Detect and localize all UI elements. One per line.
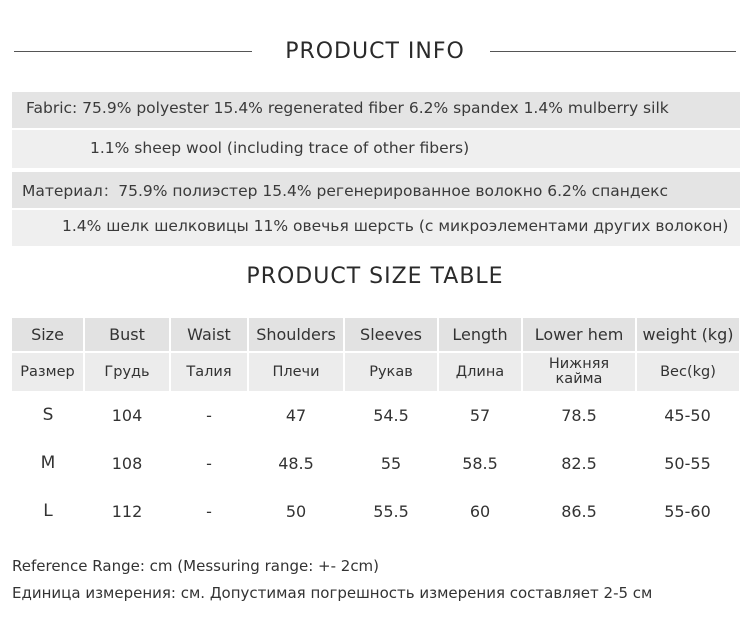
table-cell: 57 — [469, 405, 491, 425]
table-cell: - — [206, 453, 212, 473]
col-header: Lower hem — [522, 318, 636, 352]
table-cell: M — [40, 453, 56, 473]
col-header: Size — [12, 318, 84, 352]
table-cell: 45-50 — [664, 405, 711, 425]
col-header-ru: Плечи — [248, 352, 344, 391]
fabric-line-2-text: 1.1% sheep wool (including trace of other fibers) — [90, 139, 470, 157]
table-cell: 112 — [111, 501, 143, 521]
col-header: Sleeves — [344, 318, 438, 352]
col-header: Waist — [170, 318, 248, 352]
table-cell: 78.5 — [561, 405, 597, 425]
fabric-line-1-text: Fabric: 75.9% polyester 15.4% regenerated fiber 6.2% spandex 1.4% mulberry silk — [26, 99, 669, 117]
table-cell: 86.5 — [561, 501, 597, 521]
table-cell: 55-60 — [664, 501, 711, 521]
col-header-ru: Вес(kg) — [636, 352, 739, 391]
col-header-ru: Грудь — [84, 352, 170, 391]
material-line-2 — [12, 210, 740, 246]
material-line-1-text: Материал：75.9% полиэстер 15.4% регенерированное волокно 6.2% спандекс — [22, 182, 668, 200]
size-table — [12, 318, 739, 535]
col-header-ru: Рукав — [344, 352, 438, 391]
reference-range-note: Reference Range: cm (Messuring range: +- 2cm) — [12, 557, 380, 575]
header-row-ru — [12, 352, 739, 391]
table-cell: - — [206, 405, 212, 425]
heading-rule-right — [490, 51, 736, 52]
table-cell: 104 — [111, 405, 143, 425]
header-row-en — [12, 318, 739, 352]
col-header-ru: Размер — [12, 352, 84, 391]
table-cell: 58.5 — [462, 453, 498, 473]
table-cell: 50 — [285, 501, 307, 521]
table-cell: 108 — [111, 453, 143, 473]
table-cell: 50-55 — [664, 453, 711, 473]
col-header: Bust — [84, 318, 170, 352]
table-cell: 54.5 — [373, 405, 409, 425]
table-cell: 60 — [469, 501, 491, 521]
fabric-line-2 — [12, 130, 740, 168]
table-cell: - — [206, 501, 212, 521]
product-info-title: PRODUCT INFO — [285, 39, 465, 64]
table-cell: 47 — [285, 405, 307, 425]
material-line-1 — [12, 172, 740, 208]
table-cell: S — [42, 405, 54, 425]
col-header: Shoulders — [248, 318, 344, 352]
table-cell: 55 — [380, 453, 402, 473]
table-row — [12, 391, 739, 439]
material-line-2-text: 1.4% шелк шелковицы 11% овечья шерсть (с микроэлементами других волокон) — [62, 217, 729, 235]
col-header: Length — [438, 318, 522, 352]
col-header: weight (kg) — [636, 318, 739, 352]
col-header-ru: Талия — [170, 352, 248, 391]
fabric-line-1 — [12, 92, 740, 128]
table-row — [12, 439, 739, 487]
table-cell: 82.5 — [561, 453, 597, 473]
size-table-title: PRODUCT SIZE TABLE — [246, 264, 504, 289]
table-cell: 55.5 — [373, 501, 409, 521]
table-cell: 48.5 — [278, 453, 314, 473]
measurement-unit-note: Единица измерения: см. Допустимая погрешность измерения составляет 2-5 см — [12, 584, 653, 602]
col-header-ru: Длина — [438, 352, 522, 391]
col-header-ru: Нижняя кайма — [522, 352, 636, 391]
table-row — [12, 487, 739, 535]
table-cell: L — [43, 501, 53, 521]
